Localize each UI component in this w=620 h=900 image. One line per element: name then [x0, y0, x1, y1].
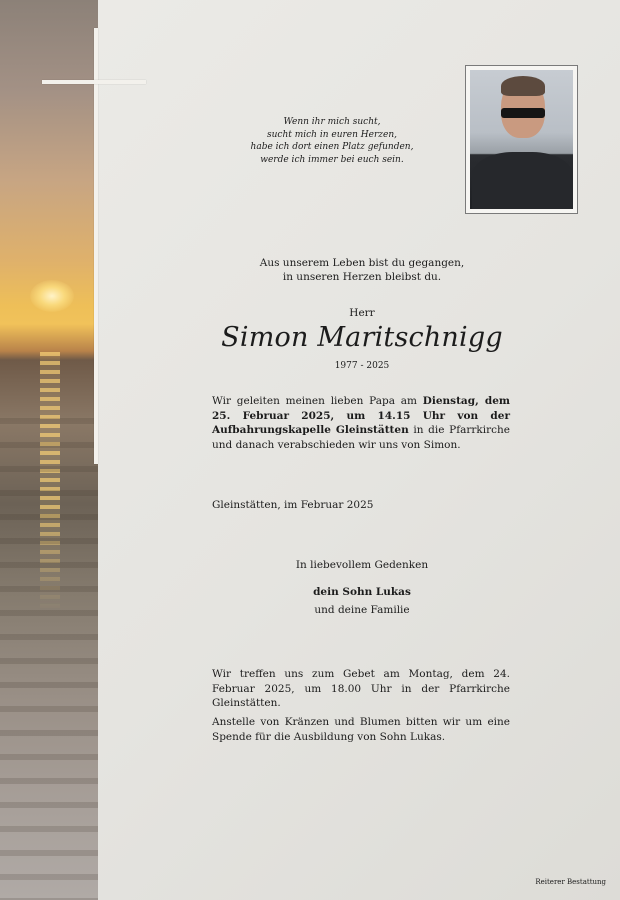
cross-vertical-bar	[94, 28, 98, 464]
funeral-home-name: Reiterer Bestattung	[535, 878, 606, 886]
sun-glow	[30, 280, 74, 312]
memory-line: In liebevollem Gedenken	[295, 559, 429, 571]
poem-line: werde ich immer bei euch sein.	[260, 154, 404, 165]
poem	[232, 116, 432, 166]
sea-waves	[0, 400, 98, 900]
intro-verse	[212, 256, 512, 284]
poem-line: habe ich dort einen Platz gefunden,	[250, 142, 414, 152]
life-years: 1977 - 2025	[334, 361, 390, 371]
sunset-sea-image	[0, 0, 98, 900]
place-date: Gleinstätten, im Februar 2025	[212, 499, 374, 511]
deceased-name: Simon Maritschnigg	[221, 322, 503, 353]
intro-line: in unseren Herzen bleibst du.	[282, 271, 442, 283]
family-line: und deine Familie	[314, 604, 410, 616]
farewell-text-2: in die Pfarrkirche und danach verabschieden wir uns von Simon.	[212, 424, 510, 451]
son-name: dein Sohn Lukas	[313, 586, 411, 598]
prayer-paragraph: Wir treffen uns zum Gebet am Montag, dem 24. Februar 2025, um 18.00 Uhr in der Pfarrkirche Gleinstätten.	[212, 668, 510, 709]
donation-paragraph: Anstelle von Kränzen und Blumen bitten wir um eine Spende für die Ausbildung von Sohn Lukas.	[212, 716, 510, 743]
poem-line: sucht mich in euren Herzen,	[267, 129, 397, 140]
farewell-date-location: Dienstag, dem 25. Februar 2025, um 14.15 Uhr von der Aufbahrungskapelle Gleinstätten	[212, 395, 510, 436]
sunglasses	[501, 108, 545, 118]
cross-horizontal-bar	[42, 80, 146, 84]
intro-line: Aus unserem Leben bist du gegangen,	[259, 257, 465, 269]
farewell-paragraph	[212, 394, 510, 452]
poem-line: Wenn ihr mich sucht,	[283, 117, 381, 127]
portrait-photo-frame	[465, 65, 578, 214]
salutation: Herr	[349, 307, 375, 319]
portrait-photo	[470, 70, 573, 209]
portrait-hair	[501, 76, 545, 96]
farewell-text-1: Wir geleiten meinen lieben Papa am	[212, 395, 423, 407]
portrait-torso	[472, 152, 573, 209]
